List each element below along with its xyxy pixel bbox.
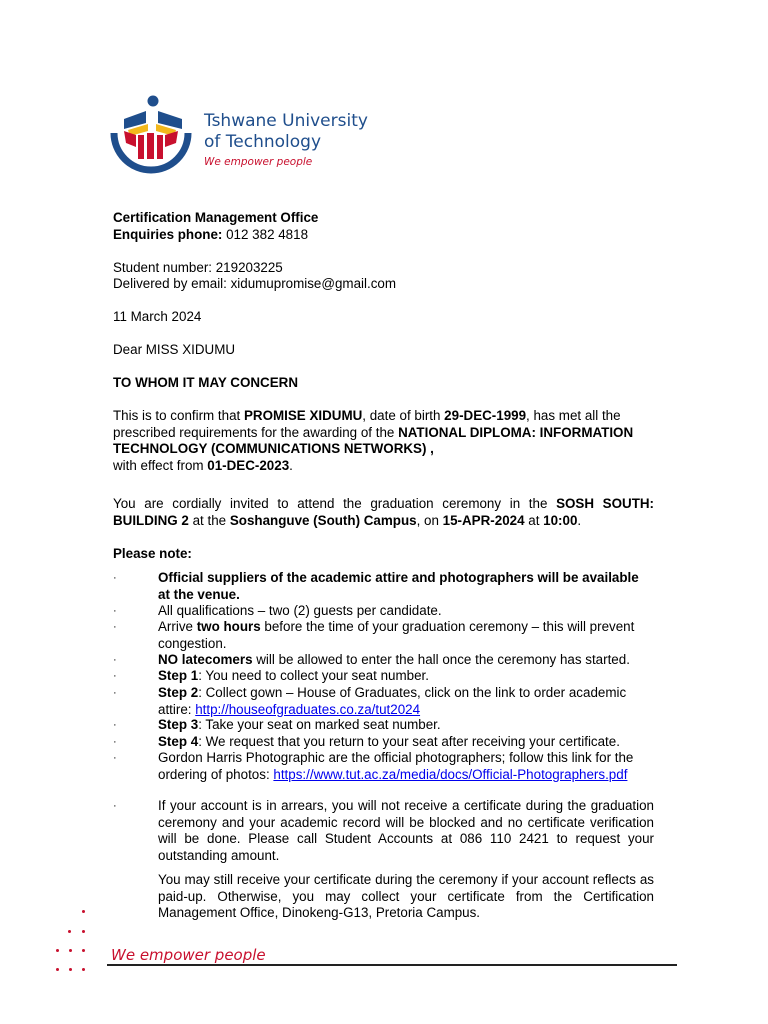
- logo-text: [204, 111, 368, 171]
- bullet: ·: [113, 572, 117, 584]
- logo-tagline: We empower people: [204, 156, 313, 168]
- bullet: ·: [113, 687, 117, 699]
- bullet: ·: [113, 719, 117, 731]
- graduate-name: PROMISE XIDUMU: [243, 408, 363, 423]
- footer-divider: [107, 964, 677, 966]
- bullet: ·: [113, 605, 117, 617]
- bullet: ·: [113, 800, 117, 812]
- date-of-birth: 29-DEC-1999: [444, 408, 527, 423]
- phone-number: 012 382 4818: [226, 227, 309, 242]
- notes-heading: Please note:: [113, 546, 192, 561]
- university-emblem-icon: [108, 93, 194, 178]
- student-number: Student number: 219203225: [113, 260, 283, 275]
- ceremony-venue: SOSH SOUTH: BUILDING 2: [113, 496, 655, 528]
- logo-university-name-2: of Technology: [204, 132, 322, 152]
- bullet: ·: [113, 752, 117, 764]
- subject-line: TO WHOM IT MAY CONCERN: [113, 375, 298, 390]
- phone-label: Enquiries phone:: [113, 227, 223, 242]
- office-name: Certification Management Office: [113, 210, 319, 225]
- logo-university-name: Tshwane University: [204, 111, 368, 131]
- decorative-dots-icon: [52, 905, 92, 975]
- bullet: ·: [113, 654, 117, 666]
- qualification-name: NATIONAL DIPLOMA: INFORMATION TECHNOLOGY (COMMUNICATIONS NETWORKS) ,: [113, 424, 634, 456]
- ceremony-time: 10:00: [543, 512, 578, 528]
- ceremony-campus: Soshanguve (South) Campus: [229, 512, 417, 528]
- ceremony-date: 15-APR-2024: [442, 512, 525, 528]
- bullet: ·: [113, 670, 117, 682]
- bullet: ·: [113, 736, 117, 748]
- confirmation-paragraph: This is to confirm that PROMISE XIDUMU, date of birth 29-DEC-1999, has met all the prescribed requirements for the awarding of the NATIONAL DIPLOMA: INFORMATION TECHNOLOGY (COMMUNICATIONS NETWORKS) , with effect from 01-DEC-2023.: [113, 408, 634, 473]
- effective-date: 01-DEC-2023: [207, 457, 290, 473]
- letter-date: 11 March 2024: [113, 309, 202, 324]
- office-phone: [113, 227, 308, 244]
- footer-tagline: We empower people: [111, 946, 266, 964]
- letterhead-logo: [108, 93, 368, 178]
- photographers-link[interactable]: https://www.tut.ac.za/media/docs/Official-Photographers.pdf: [273, 766, 628, 782]
- house-of-graduates-link[interactable]: http://houseofgraduates.co.za/tut2024: [195, 701, 421, 717]
- bullet: ·: [113, 621, 117, 633]
- invitation-paragraph: You are cordially invited to attend the graduation ceremony in the SOSH SOUTH: BUILDING 2 at the Soshanguve (South) Campus, on 15-APR-2024 at 10:00.: [113, 496, 655, 528]
- salutation: Dear MISS XIDUMU: [113, 342, 236, 357]
- student-email: Delivered by email: xidumupromise@gmail.com: [113, 276, 396, 291]
